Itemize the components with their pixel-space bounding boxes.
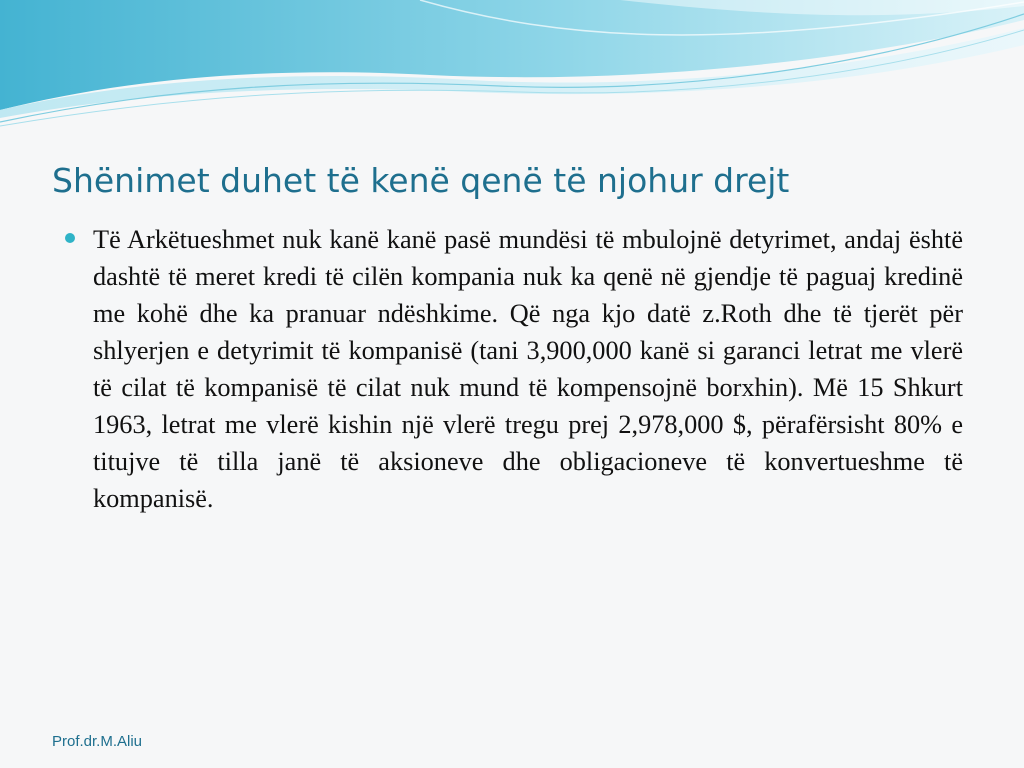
footer-author: Prof.dr.M.Aliu [52,733,143,750]
bullet-paragraph: Të Arkëtueshmet nuk kanë kanë pasë mundësi të mbulojnë detyrimet, andaj është dashtë të meret kredi të cilën kompania nuk ka qenë në gjendje të paguaj kredinë me kohë dhe ka pranuar ndëshkime. Që nga kjo datë z.Roth dhe të tjerët për shlyerjen e detyrimit të kompanisë (tani 3,900,000 kanë si garanci letrat me vlerë të cilat të kompanisë të cilat nuk mund të kompensojnë borxhin). Më 15 Shkurt 1963, letrat me vlerë kishin një vlerë tregu prej 2,978,000 $, përafërsisht 80% e titujve të tilla janë të aksioneve dhe obligacioneve të konvertueshme të kompanisë. [93,225,963,513]
bullet-icon [65,233,75,243]
slide-title: Shënimet duhet të kenë qenë të njohur drejt [52,161,790,200]
decorative-wave-header [0,0,1024,130]
